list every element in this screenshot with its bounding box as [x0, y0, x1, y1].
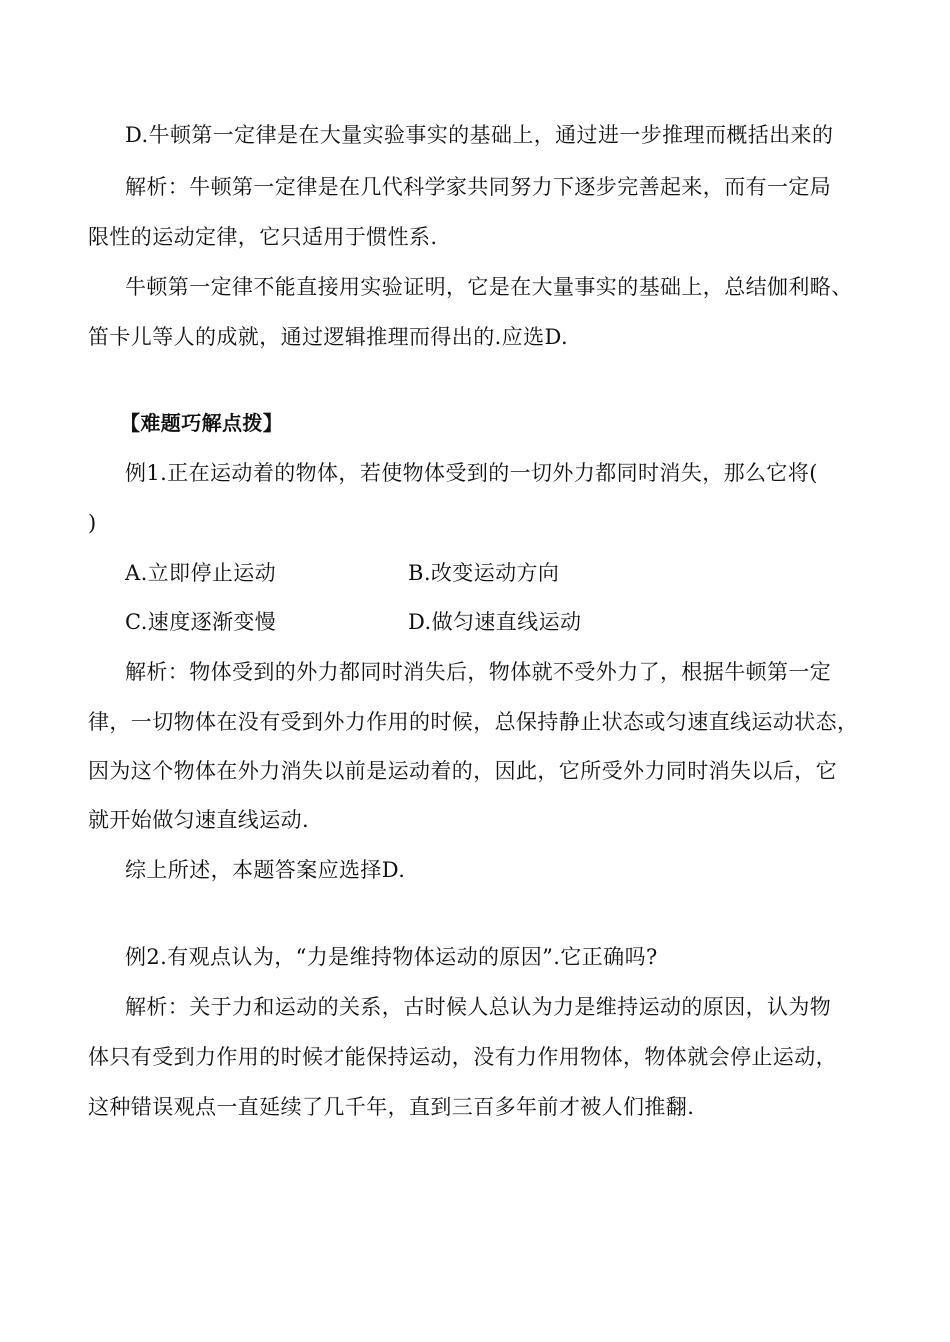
analysis-text: 解析：牛顿第一定律是在几代科学家共同努力下逐步完善起来，而有一定局	[125, 175, 832, 199]
option-d-text: D.牛顿第一定律是在大量实验事实的基础上，通过进一步推理而概括出来的	[125, 123, 834, 147]
example-2-analysis: 体只有受到力作用的时候才能保持运动，没有力作用物体，物体就会停止运动，	[88, 1045, 837, 1069]
option-c: C.速度逐渐变慢	[125, 610, 277, 634]
example-1-analysis: 解析：物体受到的外力都同时消失后，物体就不受外力了，根据牛顿第一定	[125, 660, 832, 684]
analysis-text: 限性的运动定律，它只适用于惯性系.	[88, 225, 438, 249]
example-1-conclusion: 综上所述，本题答案应选择D.	[125, 858, 406, 882]
example-1-analysis: 因为这个物体在外力消失以前是运动着的，因此，它所受外力同时消失以后，它	[88, 759, 837, 783]
example-1-question: 例1.正在运动着的物体，若使物体受到的一切外力都同时消失，那么它将(	[125, 461, 818, 485]
option-b: B.改变运动方向	[408, 561, 560, 585]
explanation-text: 笛卡儿等人的成就，通过逻辑推理而得出的.应选D.	[88, 325, 569, 349]
example-1-question: )	[88, 511, 97, 535]
example-2-analysis: 解析：关于力和运动的关系，古时候人总认为力是维持运动的原因，认为物	[125, 995, 832, 1019]
example-2-analysis: 这种错误观点一直延续了几千年，直到三百多年前才被人们推翻.	[88, 1095, 695, 1119]
option-d: D.做匀速直线运动	[408, 610, 582, 634]
example-1-analysis: 律，一切物体在没有受到外力作用的时候，总保持静止状态或匀速直线运动状态，	[88, 710, 859, 734]
example-2-question: 例2.有观点认为，“力是维持物体运动的原因”.它正确吗?	[125, 945, 658, 969]
option-a: A.立即停止运动	[125, 561, 277, 585]
explanation-text: 牛顿第一定律不能直接用实验证明，它是在大量事实的基础上，总结伽利略、	[125, 275, 853, 299]
example-1-analysis: 就开始做匀速直线运动.	[88, 808, 310, 832]
section-heading: 【难题巧解点拨】	[120, 411, 284, 435]
